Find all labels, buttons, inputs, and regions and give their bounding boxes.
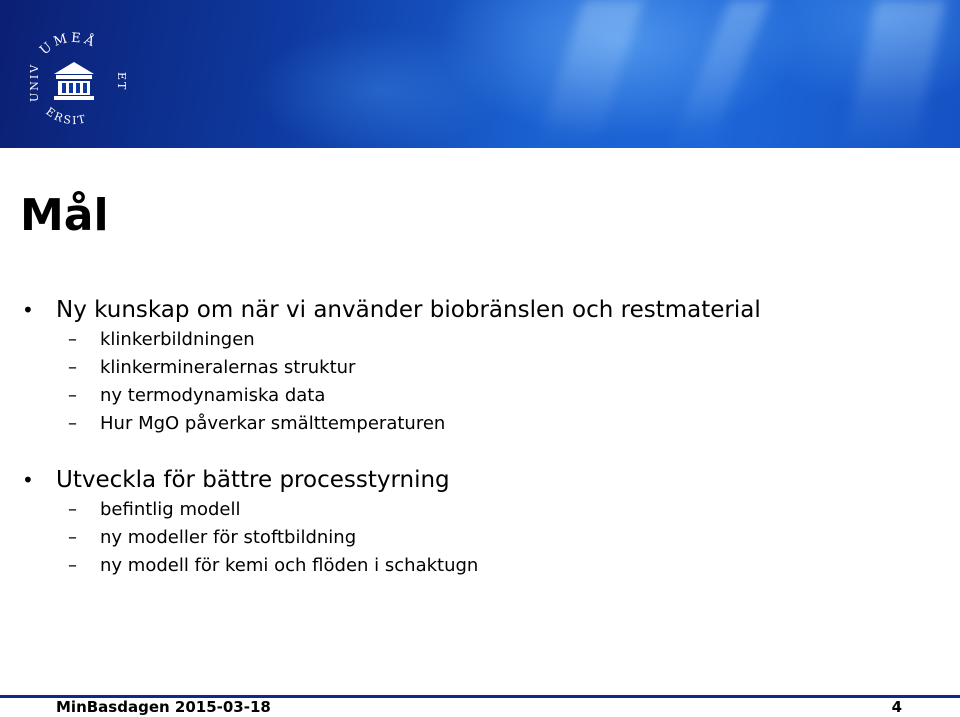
bullet-heading <box>20 464 920 496</box>
dash-icon: – <box>68 357 77 378</box>
sub-item <box>20 410 920 438</box>
slide-title: Mål <box>20 190 109 241</box>
banner-light-streak <box>844 0 945 148</box>
sub-item-text: klinkerbildningen <box>100 329 255 350</box>
sub-item <box>20 382 920 410</box>
logo-top-text: UMEÅ <box>37 30 100 59</box>
bullet-dot-icon: • <box>22 298 34 322</box>
sub-item <box>20 326 920 354</box>
dash-icon: – <box>68 329 77 350</box>
dash-icon: – <box>68 527 77 548</box>
bullet-list <box>20 294 920 580</box>
sub-item <box>20 496 920 524</box>
bullet-text: Utveckla för bättre processtyrning <box>56 467 450 493</box>
sub-item-text: ny termodynamiska data <box>100 385 326 406</box>
logo-bottom-text: ERSIT <box>43 104 89 128</box>
sub-item-text: Hur MgO påverkar smälttemperaturen <box>100 413 446 434</box>
banner-light-streak <box>670 0 770 148</box>
sub-item-text: ny modell för kemi och flöden i schaktugn <box>100 555 479 576</box>
sub-item <box>20 524 920 552</box>
banner-light-streak <box>536 0 644 148</box>
bullet-heading <box>20 294 920 326</box>
page-number: 4 <box>891 698 902 716</box>
dash-icon: – <box>68 555 77 576</box>
dash-icon: – <box>68 385 77 406</box>
footer-event-date: MinBasdagen 2015-03-18 <box>56 698 271 716</box>
header-banner <box>0 0 960 148</box>
logo-right-text: ET <box>115 72 128 92</box>
sub-item <box>20 354 920 382</box>
bullet-item <box>20 464 920 580</box>
umea-university-logo <box>14 20 134 140</box>
sub-list <box>20 326 920 438</box>
bullet-dot-icon: • <box>22 468 34 492</box>
sub-item-text: befintlig modell <box>100 499 241 520</box>
university-building-icon <box>54 62 94 100</box>
dash-icon: – <box>68 413 77 434</box>
bullet-item <box>20 294 920 438</box>
sub-item-text: klinkermineralernas struktur <box>100 357 356 378</box>
logo-left-text: UNIV <box>28 62 41 102</box>
dash-icon: – <box>68 499 77 520</box>
sub-list <box>20 496 920 580</box>
bullet-text: Ny kunskap om när vi använder biobränslen och restmaterial <box>56 297 761 323</box>
sub-item <box>20 552 920 580</box>
sub-item-text: ny modeller för stoftbildning <box>100 527 357 548</box>
